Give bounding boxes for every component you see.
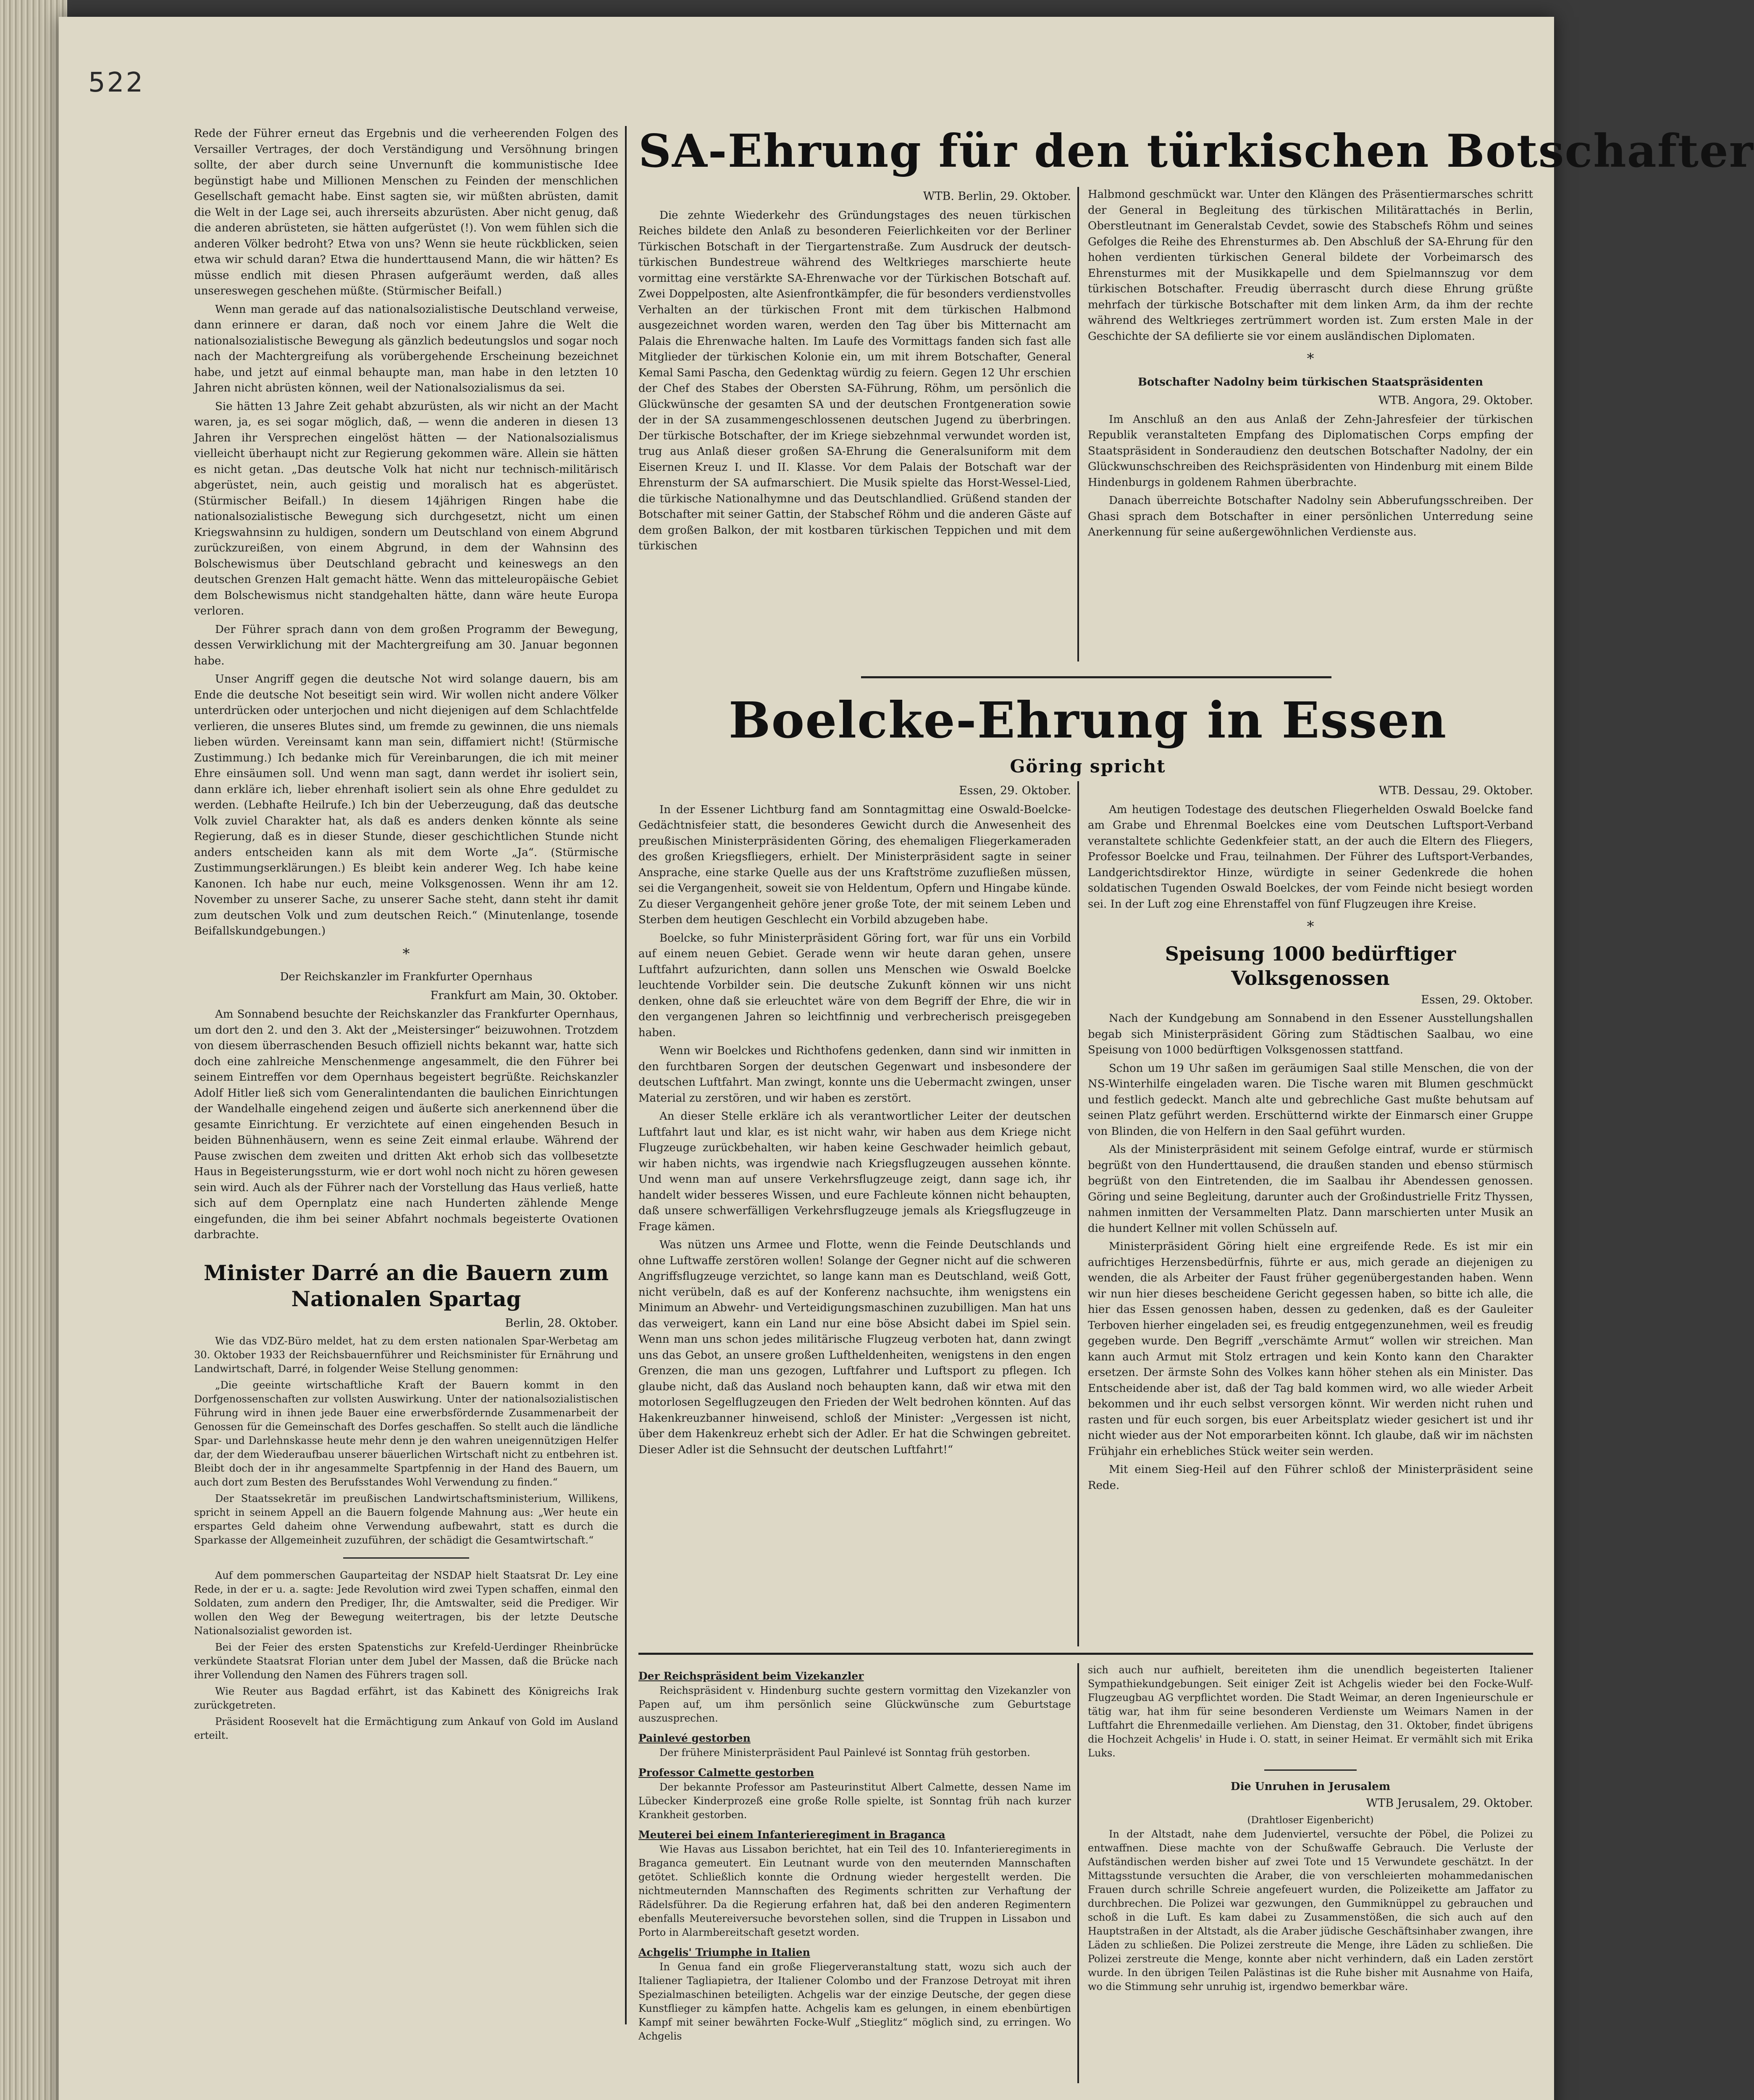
darre-paragraph: „Die geeinte wirtschaftliche Kraft der Bauern kommt in den Dorfgenossenschaften zur vollsten Auswirkung. Unter der nationalsozialistischen Führung wird in ihnen jede Bauer eine erwerbsfördernde Zusammenarbeit der Genossen für die Gemeinschaft des Dorfes geschaffen. So stellt auch die ländliche Spar- und Darlehnskasse heute mehr denn je den wahren uneigennützigen Helfer dar, der dem Wiederaufbau unserer bäuerlichen Wirtschaft nicht zu entbehren ist. Bleibt doch der in ihr angesammelte Spartpfennig in der Hand des Bauern, um auch dort zum Besten des Berufsstandes Wohl Verwendung zu finden.“ xyxy=(194,1379,618,1488)
article-divider xyxy=(861,676,1331,678)
jerusalem-dateline: WTB Jerusalem, 29. Oktober. xyxy=(1366,1797,1533,1810)
left-paragraph: Rede der Führer erneut das Ergebnis und die verheerenden Folgen des Versailler Vertrages, der doch Verständigung und Versöhnung bringen sollte, der aber durch seine Unvernunft die kommunistische Idee begünstigt habe und Millionen Menschen zu Feinden der menschlichen Gesellschaft gemacht habe. Einst sagten sie, wir müßten abrüsten, damit die Welt in der Lage sei, auch ihrerseits abzurüsten. Aber nicht genug, daß die anderen abrüsteten, sie hätten aufgerüstet (!). Von wem fühlen sich die anderen Völker bedroht? Etwa von uns? Wenn sie heute rückblicken, seien etwa wir schuld daran? Etwa die hunderttausend Mann, die wir hätten? Es müsse endlich mit diesen Phrasen aufgeräumt werden, daß alles unsereswegen geschehen müßte. (Stürmischer Beifall.) xyxy=(194,127,618,297)
short-news-column-2 xyxy=(1088,1663,1533,2083)
boelcke-subheadline: Göring spricht xyxy=(1010,756,1166,777)
left-short-paragraph: Präsident Roosevelt hat die Ermächtigung zum Ankauf von Gold im Ausland erteilt. xyxy=(194,1716,618,1741)
speisung-paragraph: Nach der Kundgebung am Sonnabend in den Essener Ausstellungshallen begab sich Ministerpräsident Göring zum Städtischen Saalbau, wo eine Speisung von 1000 bedürftigen Volksgenossen stattfand. xyxy=(1088,1012,1533,1056)
news-text: Der frühere Ministerpräsident Paul Painlevé ist Sonntag früh gestorben. xyxy=(659,1747,1030,1759)
sa-column-1 xyxy=(638,187,1071,662)
dessau-dateline: WTB. Dessau, 29. Oktober. xyxy=(1379,784,1533,797)
separator-star: * xyxy=(402,945,410,962)
speisung-paragraph: Als der Ministerpräsident mit seinem Gefolge eintraf, wurde er stürmisch begrüßt von den Hunderttausend, die draußen standen und ebenso stürmisch begrüßt von den Eintretenden, die im Saalbau ihr Abendessen genossen. Göring und seine Begleitung, darunter auch der Großindustrielle Fritz Thyssen, nahmen inmitten der Versammelten Platz. Dann marschierten unter Musik an die hundert Kellner mit vollen Schüsseln auf. xyxy=(1088,1143,1533,1235)
news-head: Achgelis' Triumphe in Italien xyxy=(638,1946,810,1958)
news-text: In Genua fand ein große Fliegerveranstaltung statt, wozu sich auch der Italiener Tagliapietra, der Italiener Colombo und der Franzose Detroyat mit ihren Spezialmaschinen beteiligten. Achgelis war der einzige Deutsche, der gegen diese Kunstflieger zu kämpfen hatte. Achgelis kam es gelungen, in einem ebenbürtigen Kampf mit seiner bewährten Focke-Wulf „Stieglitz“ möglich sind, zu erringen. Wo Achgelis xyxy=(638,1961,1071,2042)
nadolny-title: Botschafter Nadolny beim türkischen Staatspräsidenten xyxy=(1137,375,1484,388)
darre-paragraph: Der Staatssekretär im preußischen Landwirtschaftsministerium, Willikens, spricht in seinem Appell an die Bauern folgende Mahnung aus: „Wer heute ein erspartes Geld daheim ohne Verwendung aufbewahrt, statt es durch die Sparkasse der Allgemeinheit zuzuführen, der schädigt die Gesamtwirtschaft.“ xyxy=(194,1493,618,1546)
sa-text: Die zehnte Wiederkehr des Gründungstages des neuen türkischen Reiches bildete den Anlaß zu besonderen Feierlichkeiten vor der Berliner Türkischen Botschaft in der Tiergartenstraße. Zum Ausdruck der deutsch-türkischen Bundestreue während des Weltkrieges marschierte heute vormittag eine verstärkte SA-Ehrenwache vor der Türkischen Botschaft auf. Zwei Doppelposten, alte Asienfrontkämpfer, die für besonders verdienstvolles Verhalten an der türkischen Front mit dem türkischen Halbmond ausgezeichnet worden waren, werden den Tag über bis Mitternacht am Palais die Ehrenwache halten. Im Laufe des Vormittags fanden sich fast alle Mitglieder der türkischen Kolonie ein, um mit ihrem Botschafter, General Kemal Sami Pascha, den Gedenktag würdig zu feiern. Gegen 12 Uhr erschien der Chef des Stabes der Obersten SA-Führung, Röhm, um persönlich die Glückwünsche der gesamten SA und der deutschen Frontgeneration sowie der in der SA zusammengeschlossenen deutschen Jugend zu überbringen. Der türkische Botschafter, der im Kriege siebzehnmal verwundet worden ist, trug aus Anlaß dieser großen SA-Ehrung die Generalsuniform mit dem Eisernen Kreuz I. und II. Klasse. Vor dem Palais der Botschaft war der Ehrensturm der SA aufmarschiert. Die Musik spielte das Horst-Wessel-Lied, die türkische Nationalhymne und das Deutschlandlied. Grüßend standen der Botschafter mit seiner Gattin, der Stabschef Röhm und die anderen Gäste auf dem großen Balkon, der mit kostbaren türkischen Teppichen und mit dem türkischen xyxy=(638,209,1071,552)
boelcke-headline: Boelcke-Ehrung in Essen xyxy=(728,691,1447,749)
column-divider xyxy=(1077,1663,1079,2083)
page-number: 522 xyxy=(88,67,145,98)
jerusalem-source: (Drahtloser Eigenbericht) xyxy=(1247,1815,1374,1826)
left-paragraph: Der Führer sprach dann von dem großen Programm der Bewegung, dessen Verwirklichung mit der Machtergreifung am 30. Januar begonnen habe. xyxy=(194,623,618,667)
news-head: Painlevé gestorben xyxy=(638,1732,751,1744)
boelcke-paragraph: Boelcke, so fuhr Ministerpräsident Göring fort, war für uns ein Vorbild auf einem neuen Gebiet. Gerade wenn wir heute daran gehen, unsere Luftfahrt aufzurichten, dann sollen uns Menschen wie Oswald Boelcke leuchtende Vorbilder sein. Die deutsche Zukunft können wir uns nicht denken, ohne daß sie erleuchtet wäre von dem Begriff der Ehre, die wir in den vergangenen Jahren so leichtfinnig und verbrecherisch preisgegeben haben. xyxy=(638,932,1071,1039)
darre-dateline: Berlin, 28. Oktober. xyxy=(505,1316,618,1330)
speisung-headline: Speisung 1000 bedürftiger Volksgenossen xyxy=(1165,942,1456,990)
boelcke-paragraph: Was nützen uns Armee und Flotte, wenn die Feinde Deutschlands und ohne Luftwaffe zerstören wollen! Solange der Gegner nicht auf die schweren Angriffsflugzeuge verzichtet, so lange kann man es Deutschland, weiß Gott, nicht verübeln, daß es auf der Konferenz nachsuchte, ihm wenigstens ein Minimum an Abwehr- und Verteidigungsmaschinen zuzubilligen. Man hat uns das verweigert, kann ein Land nur eine böse Absicht dabei im Spiel sein. Wenn man uns schon jedes militärische Flugzeug verboten hat, dann zwingt uns das Gebot, an unsere großen Luftheldenheiten, wenigstens in den engen Grenzen, die man uns gezogen, Luftfahrer und Luftsport zu pflegen. Ich glaube nicht, daß das Ausland noch behaupten kann, daß wir etwa mit den motorlosen Segelflugzeugen den Frieden der Welt bedrohen könnten. Auf das Hakenkreuzbanner hinweisend, schloß der Minister: „Vergessen ist nicht, über dem Hakenkreuz erhebt sich der Adler. Er hat die Schwingen gebreitet. Dieser Adler ist die Sehnsucht der deutschen Luftfahrt!“ xyxy=(638,1239,1071,1456)
boelcke-paragraph: Wenn wir Boelckes und Richthofens gedenken, dann sind wir inmitten in den furchtbaren Sorgen der deutschen Gegenwart und insbesondere der deutschen Luftfahrt. Man zwingt, konnte uns die Uebermacht zwingen, unser Material zu zerstören, und wir haben es zerstört. xyxy=(638,1045,1071,1105)
separator-star: * xyxy=(1307,350,1314,367)
page-stack-edge xyxy=(0,0,67,2100)
left-short-paragraph: Auf dem pommerschen Gauparteitag der NSDAP hielt Staatsrat Dr. Ley eine Rede, in der er u. a. sagte: Jede Revolution wird zwei Typen schaffen, einmal den Soldaten, zum andern den Prediger, Ihr, die Amtswalter, seid die Prediger. Wir wollen den Weg der Bewegung weitertragen, bis der letzte Deutsche Nationalsozialist geworden ist. xyxy=(194,1570,618,1637)
left-paragraph: Wenn man gerade auf das nationalsozialistische Deutschland verweise, dann erinnere er daran, daß noch vor einem Jahre die Welt die nationalsozialistische Bewegung als gänzlich bedeutungslos und sogar noch nach der Machtergreifung als vorübergehende Erscheinung bezeichnet habe, und jetzt auf einmal behaupte man, man habe in den letzten 10 Jahren nicht abrüsten können, weil der Nationalsozialismus da sei. xyxy=(194,303,618,394)
left-short-paragraph: Bei der Feier des ersten Spatenstichs zur Krefeld-Uerdinger Rheinbrücke verkündete Staatsrat Florian unter dem Jubel der Massen, daß die Brücke nach ihrer Vollendung den Namen des Führers tragen soll. xyxy=(194,1641,618,1681)
speisung-paragraph: Mit einem Sieg-Heil auf den Führer schloß der Ministerpräsident seine Rede. xyxy=(1088,1463,1533,1492)
left-paragraph: Sie hätten 13 Jahre Zeit gehabt abzurüsten, als wir nicht an der Macht waren, ja, es sei sogar möglich, daß, — wenn die anderen in diesen 13 Jahren ihr Versprechen eingelöst hätten — der Nationalsozialismus vielleicht überhaupt nicht zur Regierung gekommen wäre. Allein sie hätten es nicht getan. „Das deutsche Volk hat nicht nur technisch-militärisch abgerüstet, nein, auch geistig und moralisch hat es abgerüstet. (Stürmischer Beifall.) In diesem 14jährigen Ringen habe die nationalsozialistische Bewegung sich durchgesetzt, nicht um einen Kriegswahnsinn zu huldigen, sondern um Deutschland von einem Abgrund zurückzureißen, von einem Abgrund, in dem der Wahnsinn des Bolschewismus über Deutschland gebracht und keineswegs an den deutschen Grenzen Halt gemacht hätte. Wenn das mitteleuropäische Gebiet dem Bolschewismus nicht standgehalten hätte, dann wäre heute Europa verloren. xyxy=(194,400,618,617)
speisung-paragraph: Schon um 19 Uhr saßen im geräumigen Saal stille Menschen, die von der NS-Winterhilfe eingeladen waren. Die Tische waren mit Blumen geschmückt und festlich gedeckt. Manch alte und gebrechliche Gast mußte behutsam auf seinen Platz geführt werden. Erschütternd wirkte der Einmarsch einer Gruppe von Blinden, die von Helfern in den Saal geführt wurden. xyxy=(1088,1062,1533,1138)
dessau-text: Am heutigen Todestage des deutschen Fliegerhelden Oswald Boelcke fand am Grabe und Ehrenmal Boelckes eine vom Deutschen Luftsport-Verband veranstaltete schlichte Gedenkfeier statt, an der auch die Eltern des Fliegers, Professor Boelcke und Frau, teilnahmen. Der Führer des Luftsport-Verbandes, Landgerichtsdirektor Hinze, würdigte in seiner Gedenkrede die hohen soldatischen Tugenden Oswald Boelckes, der vom Feinde nicht besiegt worden sei. In der Luft zog eine Ehrenstaffel von fünf Flugzeugen ihre Kreise. xyxy=(1088,803,1533,911)
short-news-column-1 xyxy=(638,1663,1071,2083)
column-divider xyxy=(625,126,627,2024)
column-divider xyxy=(1077,187,1079,662)
left-short-paragraph: Wie Reuter aus Bagdad erfährt, ist das Kabinett des Königreichs Irak zurückgetreten. xyxy=(194,1685,618,1711)
divider xyxy=(1264,1769,1357,1771)
boelcke-column-1 xyxy=(638,781,1071,1646)
jerusalem-title: Die Unruhen in Jerusalem xyxy=(1230,1780,1391,1793)
news-text: Der bekannte Professor am Pasteurinstitut Albert Calmette, dessen Name im Lübecker Kinderprozeß eine große Rolle spielte, ist Sonntag früh nach kurzer Krankheit gestorben. xyxy=(638,1781,1071,1821)
nadolny-paragraph: Danach überreichte Botschafter Nadolny sein Abberufungsschreiben. Der Ghasi sprach dem Botschafter in einer persönlichen Unterredung seine Anerkennung für seine außergewöhnlichen Verdienste aus. xyxy=(1088,494,1533,538)
nadolny-paragraph: Im Anschluß an den aus Anlaß der Zehn-Jahresfeier der türkischen Republik veranstalteten Empfang des Diplomatischen Corps empfing der Staatspräsident in Sonderaudienz den deutschen Botschafter Nadolny, der ein Glückwunschschreiben des Reichspräsidenten von Hindenburg mit einem Bilde Hindenburgs in goldenem Rahmen überbrachte. xyxy=(1088,413,1533,489)
box-top-rule xyxy=(638,1653,1533,1655)
boelcke-column-2 xyxy=(1088,781,1533,1646)
speisung-paragraph: Ministerpräsident Göring hielt eine ergreifende Rede. Es ist mir ein aufrichtiges Herzensbedürfnis, führte er aus, mich gerade an diejenigen zu wenden, die als Arbeiter der Faust früher gegenübergestanden haben. Wenn wir nun hier dieses bescheidene Gericht gegessen haben, so bitte ich alle, die hier das Essen genossen haben, dessen zu gedenken, daß es der Gauleiter Terboven hierher eingeladen sei, es freudig entgegenzunehmen, weil es freudig gegeben wurde. Den Begriff „verschämte Armut“ wollen wir streichen. Man kann auch Armut mit Stolz ertragen und kein Konto kann den Charakter ersetzen. Der ärmste Sohn des Volkes kann höher stehen als ein Minister. Das Entscheidende aber ist, daß der Tag bald kommen wird, wo alle wieder Arbeit bekommen und ihr euch selbst versorgen könnt. Wir werden nicht ruhen und rasten und für euch sorgen, bis euer Arbeitsplatz wieder gesichert ist und ihr nicht wieder aus der Not emporarbeiten könnt. Ich glaube, daß wir im nächsten Frühjahr ein erhebliches Stück weiter sein werden. xyxy=(1088,1240,1533,1458)
speisung-dateline: Essen, 29. Oktober. xyxy=(1421,993,1533,1006)
left-paragraph: Unser Angriff gegen die deutsche Not wird solange dauern, bis am Ende die deutsche Not beseitigt sein wird. Wir wollen nicht andere Völker unterdrücken oder unterjochen und nicht diejenigen auf dem Schlachtfelde verlieren, die unseres Blutes sind, um fremde zu gewinnen, die uns niemals lieben würden. Vereinsamt kann man sein, diffamiert nicht! (Stürmische Zustimmung.) Ich bedanke mich für Vereinbarungen, die ich mit meiner Ehre einsäumen soll. Und wenn man sagt, dann werdet ihr isoliert sein, dann erkläre ich, lieber ehrenhaft isoliert sein als ohne Ehre geduldet zu werden. (Lebhafte Heilrufe.) Ich bin der Ueberzeugung, daß das deutsche Volk zuviel Charakter hat, als daß es anders denken könnte als seine Regierung, daß es in dieser Stunde, dieser geschichtlichen Stunde nicht anders entscheiden kann als mit dem Worte „Ja“. (Stürmische Zustimmungserklärungen.) Es bleibt kein anderer Weg. Ich habe keine Kanonen. Ich habe nur euch, meine Volksgenossen. Wenn ihr am 12. November zu unserer Sache, zu unserer Sache steht, dann steht ihr damit zum deutschen Volk und zum deutschen Reich.“ (Minutenlange, tosende Beifallskundgebungen.) xyxy=(194,673,618,937)
kanzler-text: Am Sonnabend besuchte der Reichskanzler das Frankfurter Opernhaus, um dort den 2. und den 3. Akt der „Meistersinger“ beizuwohnen. Trotzdem von diesem überraschenden Besuch offiziell nichts bekannt war, hatte sich doch eine zahlreiche Menschenmenge angesammelt, die den Führer bei seinem Eintreffen vor dem Opernhaus begeistert begrüßte. Reichskanzler Adolf Hitler ließ sich vom Generalintendanten die baulichen Einrichtungen der Wandelhalle eingehend zeigen und äußerte sich anerkennend über die gesamte Einrichtung. Er verzichtete auf einen eingehenden Besuch in beiden Bühnenhäusern, wenn es seine Zeit einmal erlaube. Während der Pause zwischen dem zweiten und dritten Akt erhob sich das vollbesetzte Haus in Begeisterungssturm, wie er dort wohl noch nicht zu hören gewesen sein wird. Auch als der Führer nach der Vorstellung das Haus verließ, hatte sich auf dem Opernplatz eine nach Hunderten zählende Menge eingefunden, die ihm bei seiner Abfahrt nochmals begeisterte Ovationen darbrachte. xyxy=(194,1008,618,1241)
news-text: Reichspräsident v. Hindenburg suchte gestern vormittag den Vizekanzler von Papen auf, um ihm persönlich seine Glückwünsche zum Geburtstage auszusprechen. xyxy=(638,1685,1071,1724)
news-text: Wie Havas aus Lissabon berichtet, hat ein Teil des 10. Infanterieregiments in Braganca gemeutert. Ein Leutnant wurde von den meuternden Mannschaften getötet. Schließlich konnte die Ordnung wieder hergestellt werden. Die nichtmeuternden Mannschaften des Regiments schritten zur Verhaftung der Rädelsführer. Da die Regierung erfahren hat, daß bei den anderen Regimentern ebenfalls Meutereiversuche bevorstehen sollen, sind die Truppen in Lissabon und Porto in Alarmbereitschaft gesetzt worden. xyxy=(638,1843,1071,1938)
sa-column-2 xyxy=(1088,187,1533,662)
news-head: Meuterei bei einem Infanterieregiment in Braganca xyxy=(638,1829,945,1841)
darre-paragraph: Wie das VDZ-Büro meldet, hat zu dem ersten nationalen Spar-Werbetag am 30. Oktober 1933 der Reichsbauernführer und Reichsminister für Ernährung und Landwirtschaft, Darré, in folgender Weise Stellung genommen: xyxy=(194,1335,618,1375)
column-divider xyxy=(1077,781,1079,1646)
news-head: Professor Calmette gestorben xyxy=(638,1767,814,1779)
divider xyxy=(343,1557,469,1559)
kanzler-dateline: Frankfurt am Main, 30. Oktober. xyxy=(430,989,618,1002)
news-head: Der Reichspräsident beim Vizekanzler xyxy=(638,1670,864,1682)
boelcke-dateline: Essen, 29. Oktober. xyxy=(959,784,1071,797)
sa-text-continued: Halbmond geschmückt war. Unter den Klängen des Präsentiermarsches schritt der General in Begleitung des türkischen Militärattachés in Berlin, Oberstleutnant im Generalstab Cevdet, sowie des Stabschefs Röhm und seines Gefolges die Reihe des Ehrensturmes ab. Den Abschluß der SA-Ehrung für den hohen verdienten türkischen General bildete der Vorbeimarsch des Ehrensturmes mit der Musikkapelle und dem Spielmannszug vor dem türkischen Botschafter. Freudig überrascht durch diese Ehrung grüßte mehrfach der türkische Botschafter mit dem linken Arm, da ihm der rechte während des Weltkrieges zertrümmert worden ist. Zum ersten Male in der Geschichte der SA defilierte sie vor einem ausländischen Diplomaten. xyxy=(1088,188,1533,343)
sa-dateline: WTB. Berlin, 29. Oktober. xyxy=(923,190,1071,203)
darre-headline: Minister Darré an die Bauern zum Nationalen Spartag xyxy=(203,1260,609,1311)
boelcke-paragraph: An dieser Stelle erkläre ich als verantwortlicher Leiter der deutschen Luftfahrt laut und klar, es ist nicht wahr, wir haben aus dem Kriege nicht Flugzeuge zurückbehalten, wir haben keine Geschwader heimlich gebaut, wir haben nichts, was irgendwie nach Kriegsflugzeugen aussehen könnte. Und wenn man auf unsere Verkehrsflugzeuge zeigt, dann sage ich, ihr handelt wider besseres Wissen, und eure Fachleute können nicht behaupten, daß unsere schwerfälligen Verkehrsflugzeuge jemals als Kriegsflugzeuge in Frage kämen. xyxy=(638,1110,1071,1233)
left-column xyxy=(194,126,618,2024)
news-text-continued: sich auch nur aufhielt, bereiteten ihm die unendlich begeisterten Italiener Sympathiekundgebungen. Seit einiger Zeit ist Achgelis wieder bei den Focke-Wulf-Flugzeugbau AG verpflichtet worden. Die Stadt Weimar, an deren Ingenieurschule er tätig war, hat ihm für seine besonderen Verdienste um Weimars Namen in der Luftfahrt die Ehrenmedaille verliehen. Am Dienstag, den 31. Oktober, findet übrigens die Hochzeit Achgelis' in Hude i. O. statt, in seiner Heimat. Er vermählt sich mit Erika Luks. xyxy=(1088,1664,1533,1759)
sa-headline: SA-Ehrung für den türkischen Botschafter xyxy=(638,125,1754,178)
boelcke-paragraph: In der Essener Lichtburg fand am Sonntagmittag eine Oswald-Boelcke-Gedächtnisfeier statt, die besonderes Gewicht durch die Anwesenheit des preußischen Ministerpräsidenten Göring, des ehemaligen Fliegerkameraden des großen Kriegsfliegers, erhielt. Der Ministerpräsident sagte in seiner Ansprache, eine starke Quelle aus der uns Kraftströme zuzufließen müssen, sei die Vergangenheit, soweit sie von Heldentum, Opfern und Hingabe künde. Zu dieser Vergangenheit gehöre jener große Tote, der mit seinem Leben und Sterben dem heutigen Geschlecht ein Vorbild abzugeben habe. xyxy=(638,803,1071,926)
nadolny-dateline: WTB. Angora, 29. Oktober. xyxy=(1378,394,1533,407)
separator-star: * xyxy=(1307,918,1314,935)
jerusalem-paragraph: In der Altstadt, nahe dem Judenviertel, versuchte der Pöbel, die Polizei zu entwaffnen. Diese machte von der Schußwaffe Gebrauch. Die Verluste der Aufständischen werden bisher auf zwei Tote und 15 Verwundete geschätzt. In der Mittagsstunde versuchten die Araber, die von verschleierten mohammedanischen Frauen durch schrille Schreie angefeuert wurden, die Polizeikette am Jaffator zu durchbrechen. Die Polizei war gezwungen, den Gummiknüppel zu gebrauchen und schoß in die Luft. Es kam dabei zu Zusammenstößen, die sich auch auf den Hauptstraßen in der Altstadt, als die Araber jüdische Geschäftsinhaber zwangen, ihre Läden zu schließen. Die Polizei zerstreute die Menge, ihre Läden zu schließen. Die Polizei zerstreute die Menge, konnte aber nicht verhindern, daß ein Laden zerstört wurde. In den übrigen Teilen Palästinas ist die Ruhe bisher mit Ausnahme von Haifa, wo die Stimmung sehr unruhig ist, irgendwo bemerkbar wäre. xyxy=(1088,1828,1533,1992)
kanzler-title: Der Reichskanzler im Frankfurter Opernhaus xyxy=(280,971,533,983)
